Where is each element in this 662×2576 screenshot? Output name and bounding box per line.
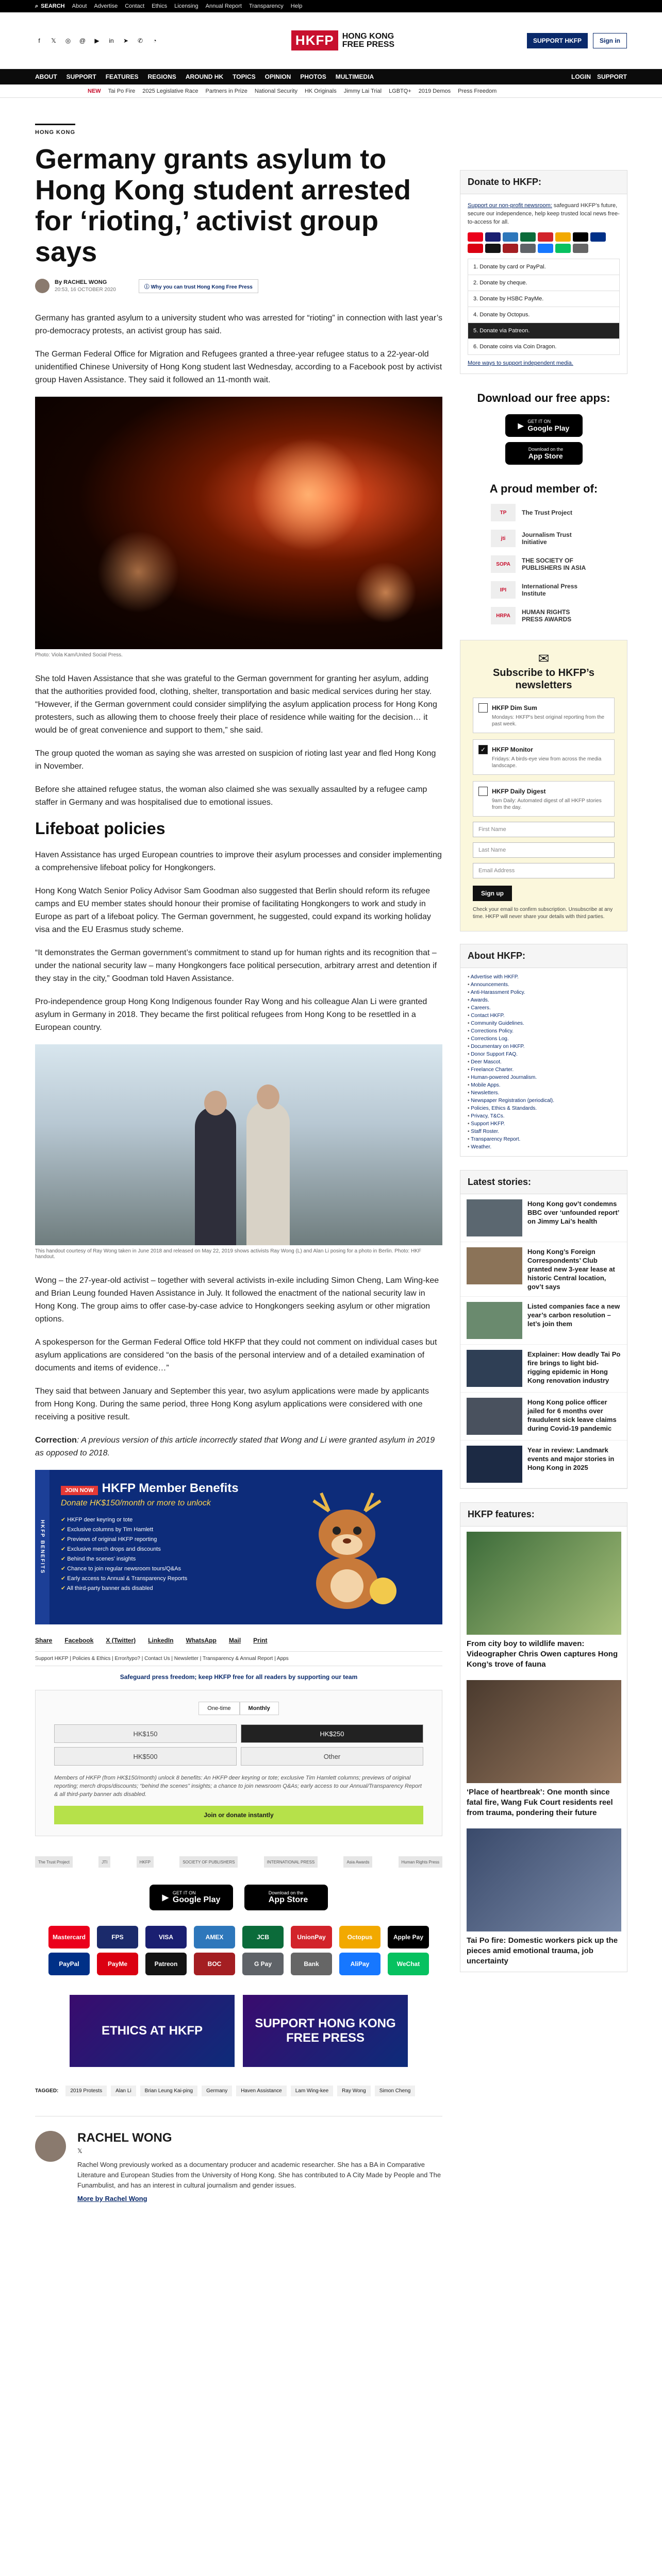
trending-item[interactable]: LGBTQ+ bbox=[389, 88, 411, 94]
util-link-advertise[interactable]: Advertise bbox=[94, 3, 118, 9]
fps-logo[interactable]: FPS bbox=[97, 1926, 138, 1948]
payme-logo[interactable]: PayMe bbox=[97, 1953, 138, 1975]
paragraph: Haven Assistance has urged European countries to improve their asylum processes and consider implementing a comprehensive lifeboat policy for Hongkongers. bbox=[35, 851, 442, 872]
paypal-logo[interactable]: PayPal bbox=[48, 1953, 90, 1975]
asia-awards-logo[interactable]: Asia Awards bbox=[343, 1856, 372, 1868]
about-link[interactable]: • Anti-Harassment Policy. bbox=[468, 989, 620, 996]
checkbox[interactable] bbox=[478, 703, 488, 713]
about-link[interactable]: • Privacy, T&Cs. bbox=[468, 1112, 620, 1120]
instagram-icon[interactable]: ◎ bbox=[65, 37, 71, 44]
member-logos-row bbox=[35, 1855, 442, 1869]
trending-label: NEW bbox=[88, 88, 101, 94]
about-link[interactable]: • Careers. bbox=[468, 1004, 620, 1012]
member-benefits-banner[interactable] bbox=[35, 1470, 442, 1624]
app-store-button[interactable]: Download on the App Store bbox=[244, 1885, 328, 1910]
member-item[interactable]: HRPA HUMAN RIGHTS PRESS AWARDS bbox=[460, 607, 627, 624]
x-icon[interactable]: 𝕏 bbox=[51, 37, 56, 44]
ipi-logo[interactable]: INTERNATIONAL PRESS bbox=[264, 1856, 318, 1868]
amount-option-selected[interactable]: HK$250 bbox=[241, 1724, 423, 1743]
member-item[interactable]: TP The Trust Project bbox=[460, 504, 627, 521]
rss-icon[interactable]: ◔ bbox=[153, 37, 157, 44]
about-link[interactable]: • Deer Mascot. bbox=[468, 1058, 620, 1066]
nav-support[interactable]: SUPPORT bbox=[597, 73, 627, 80]
nav-login[interactable]: LOGIN bbox=[571, 73, 591, 80]
author-bio-name: RACHEL WONG bbox=[77, 2131, 172, 2145]
newsletter-signup bbox=[460, 640, 627, 931]
share-label: Share bbox=[35, 1637, 53, 1644]
sign-in-button[interactable]: Sign in bbox=[593, 33, 627, 48]
paragraph: “It demonstrates the German government’s commitment to stand up for human rights and its recognition that – under the national security law – many Hongkongers face political persecution, arbitrary arrest and detention if they stay in the city,” Goodman told Haven Assistance. bbox=[35, 948, 437, 983]
amount-option-other[interactable]: Other bbox=[241, 1747, 423, 1766]
nav-item-opinion[interactable]: OPINION bbox=[264, 73, 291, 80]
support-links-row[interactable]: Support HKFP | Policies & Ethics | Error/typo? | Contact Us | Newsletter | Transparency & Annual Report | Apps bbox=[35, 1651, 442, 1666]
utility-bar bbox=[0, 0, 662, 12]
logo-mark: HKFP bbox=[291, 30, 338, 50]
facebook-icon[interactable]: f bbox=[38, 37, 40, 44]
paragraph: Hong Kong Watch Senior Policy Advisor Sam Goodman also suggested that Berlin should reform its refugee camps and EU member states should honour their promise of facilitating Hongkongers to work and study in Europe as part of a lifeboat policy. The German government, he suggested, could expand its working holiday visa and the EU Erasmus study scheme. bbox=[35, 887, 431, 934]
logo-text: HONG KONG FREE PRESS bbox=[342, 31, 395, 49]
hrpa-logo[interactable]: Human Rights Press bbox=[399, 1856, 442, 1868]
nav-item-topics[interactable]: TOPICS bbox=[233, 73, 256, 80]
story-item[interactable]: Year in review: Landmark events and major stories in Hong Kong in 2025 bbox=[460, 1440, 627, 1488]
util-link-ethics[interactable]: Ethics bbox=[152, 3, 168, 9]
google-pay-logo[interactable]: G Pay bbox=[242, 1953, 284, 1975]
member-item[interactable]: SOPA THE SOCIETY OF PUBLISHERS IN ASIA bbox=[460, 555, 627, 573]
trust-project-logo[interactable]: The Trust Project bbox=[35, 1856, 73, 1868]
google-play-button[interactable]: ▶ GET IT ON Google Play bbox=[150, 1885, 233, 1910]
paragraph: The group quoted the woman as saying she was arrested on suspicion of rioting last year and fled Hong Kong in November. bbox=[35, 749, 436, 771]
nav-item-support[interactable]: SUPPORT bbox=[66, 73, 96, 80]
photo-caption: This handout courtesy of Ray Wong taken in June 2018 and released on May 22, 2019 shows activists Ray Wong (L) and Alan Li posing for a photo in Berlin. Photo: HKF handout. bbox=[35, 1248, 421, 1260]
more-ways-link[interactable]: More ways to support independent media. bbox=[468, 360, 573, 366]
about-link[interactable]: • Awards. bbox=[468, 996, 620, 1004]
newsletter-option[interactable]: HKFP Dim Sum Mondays: HKFP's best original reporting from the past week. bbox=[473, 698, 615, 733]
whatsapp-icon[interactable]: ✆ bbox=[137, 37, 143, 44]
article-kicker[interactable]: HONG KONG bbox=[35, 124, 75, 135]
promo-title: JOIN NOW HKFP Member Benefits bbox=[61, 1481, 239, 1496]
about-link[interactable]: • Weather. bbox=[468, 1143, 620, 1151]
paragraph: Germany has granted asylum to a university student who was arrested for “rioting” in connection with last year’s pro-democracy protests, an activist group has said. bbox=[35, 314, 442, 335]
promo-strip: HKFP BENEFITS bbox=[35, 1470, 49, 1624]
join-donate-button[interactable]: Join or donate instantly bbox=[54, 1806, 423, 1824]
visa-logo[interactable]: VISA bbox=[145, 1926, 187, 1948]
jti-logo[interactable]: JTI bbox=[98, 1856, 110, 1868]
nav-item-about[interactable]: ABOUT bbox=[35, 73, 57, 80]
article bbox=[35, 124, 442, 2202]
util-link-about[interactable]: About bbox=[72, 3, 87, 9]
donate-method[interactable]: 1. Donate by card or PayPal. bbox=[468, 259, 620, 275]
trust-pill[interactable]: ⓘ Why you can trust Hong Kong Free Press bbox=[139, 279, 258, 293]
share-mail[interactable]: Mail bbox=[228, 1637, 241, 1644]
section-heading: Lifeboat policies bbox=[35, 819, 166, 838]
trending-item[interactable]: Jimmy Lai Trial bbox=[343, 88, 382, 94]
about-link[interactable]: • Mobile Apps. bbox=[468, 1081, 620, 1089]
author-bio-text: Rachel Wong previously worked as a documentary producer and academic researcher. She has a BA in Comparative Literature and European Studies from the University of Hong Kong. She has contributed to A City Made by People and The Funambulist, and has an interest in cultural journalism and gender issues. bbox=[77, 2161, 441, 2189]
safeguard-message[interactable]: Safeguard press freedom; keep HKFP free for all readers by supporting our team bbox=[120, 1673, 358, 1681]
apple-pay-logo[interactable]: Apple Pay bbox=[388, 1926, 429, 1948]
util-link-contact[interactable]: Contact bbox=[125, 3, 145, 9]
article-photo-protest bbox=[35, 397, 442, 649]
masthead bbox=[0, 12, 662, 69]
amount-option[interactable]: HK$500 bbox=[54, 1747, 237, 1766]
tag[interactable]: 2019 Protests bbox=[65, 2086, 107, 2096]
app-buttons bbox=[35, 1885, 442, 1910]
about-link[interactable]: • Community Guidelines. bbox=[468, 1020, 620, 1027]
trending-item[interactable]: HK Originals bbox=[304, 88, 337, 94]
share-facebook[interactable]: Facebook bbox=[64, 1637, 94, 1644]
donate-method[interactable]: 4. Donate by Octopus. bbox=[468, 307, 620, 323]
tags-label: TAGGED: bbox=[35, 2088, 59, 2094]
latest-heading: Latest stories: bbox=[460, 1171, 627, 1194]
boc-logo[interactable]: BOC bbox=[194, 1953, 235, 1975]
feature-item[interactable]: ‘Place of heartbreak’: One month since fatal fire, Wang Fuk Court residents reel from trauma, pondering their future bbox=[460, 1675, 627, 1823]
publish-date: 20:53, 16 OCTOBER 2020 bbox=[55, 287, 116, 293]
donate-method[interactable]: 2. Donate by cheque. bbox=[468, 275, 620, 291]
share-print[interactable]: Print bbox=[253, 1637, 268, 1644]
alipay-logo[interactable]: AliPay bbox=[339, 1953, 380, 1975]
site-logo[interactable] bbox=[291, 30, 394, 50]
more-by-author-link[interactable]: More by Rachel Wong bbox=[77, 2195, 147, 2202]
donate-method[interactable]: 5. Donate via Patreon. bbox=[468, 323, 620, 339]
about-link[interactable]: • Announcements. bbox=[468, 981, 620, 989]
feature-item[interactable]: Tai Po fire: Domestic workers pick up the pieces amid emotional trauma, job uncertainty bbox=[460, 1823, 627, 1972]
promo-ads bbox=[35, 1995, 442, 2067]
nav-item-regions[interactable]: REGIONS bbox=[147, 73, 176, 80]
tag[interactable]: Simon Cheng bbox=[375, 2086, 416, 2096]
tag[interactable]: Ray Wong bbox=[337, 2086, 371, 2096]
share-whatsapp[interactable]: WhatsApp bbox=[186, 1637, 217, 1644]
checkbox-checked[interactable]: ✓ bbox=[478, 745, 488, 754]
util-link-annual-report[interactable]: Annual Report bbox=[205, 3, 242, 9]
about-widget bbox=[460, 944, 627, 1157]
sidebar bbox=[460, 170, 627, 1972]
payment-methods bbox=[35, 1926, 442, 1975]
story-item[interactable]: Hong Kong’s Foreign Correspondents’ Club granted new 3-year lease at historic Central location, gov’t says bbox=[460, 1242, 627, 1297]
about-link[interactable]: • Donor Support FAQ. bbox=[468, 1050, 620, 1058]
tag[interactable]: Lam Wing-kee bbox=[291, 2086, 333, 2096]
nav-item-photos[interactable]: PHOTOS bbox=[300, 73, 326, 80]
info-icon: ⓘ bbox=[144, 284, 151, 290]
play-icon: ▶ bbox=[162, 1893, 169, 1902]
wechat-pay-logo[interactable]: WeChat bbox=[388, 1953, 429, 1975]
amex-logo[interactable]: AMEX bbox=[194, 1926, 235, 1948]
mail-icon: ✉ bbox=[538, 651, 550, 666]
feature-item[interactable]: From city boy to wildlife maven: Videographer Chris Owen captures Hong Kong’s trove of fauna bbox=[460, 1527, 627, 1675]
about-link[interactable]: • Contact HKFP. bbox=[468, 1012, 620, 1020]
social-links bbox=[35, 37, 159, 45]
story-item[interactable]: Hong Kong gov’t condemns BBC over ‘unfounded report’ on Jimmy Lai’s health bbox=[460, 1194, 627, 1242]
unionpay-logo[interactable]: UnionPay bbox=[291, 1926, 332, 1948]
paragraph: She told Haven Assistance that she was grateful to the German government for granting her asylum, adding that the authorities provided food, clothing, shelter, transportation and basic medical services during her stay. “However, if the German government could consider simplifying the asylum application process for Hong Kong protesters, such as allowing them to choose freely their place of residence while waiting for the decision… it would be of great convenience and support to them,” she said. bbox=[35, 674, 437, 735]
promo-benefit-list: ✔ HKFP deer keyring or tote ✔ Exclusive columns by Tim Hamlett ✔ Previews of original HKFP reporting ✔ Exclusive merch drops and discounts ✔ Behind the scenes' insights ✔ Chance to join regular newsroom tours/Q&As ✔ Early access to Annual & Transparency Reports ✔ All third-party banner ads disabled bbox=[61, 1515, 187, 1594]
octopus-logo[interactable]: Octopus bbox=[339, 1926, 380, 1948]
trending-item[interactable]: Tai Po Fire bbox=[108, 88, 136, 94]
share-x[interactable]: X (Twitter) bbox=[106, 1637, 136, 1644]
about-link[interactable]: • Staff Roster. bbox=[468, 1128, 620, 1136]
category-nav bbox=[0, 69, 662, 84]
about-heading: About HKFP: bbox=[460, 944, 627, 968]
tab-monthly[interactable]: Monthly bbox=[240, 1702, 279, 1715]
tag[interactable]: Germany bbox=[202, 2086, 232, 2096]
about-link[interactable]: • Newsletters. bbox=[468, 1089, 620, 1097]
x-icon[interactable]: 𝕏 bbox=[77, 2147, 82, 2155]
about-link[interactable]: • Corrections Log. bbox=[468, 1035, 620, 1043]
nav-item-multimedia[interactable]: MULTIMEDIA bbox=[335, 73, 374, 80]
nav-item-features[interactable]: FEATURES bbox=[105, 73, 139, 80]
deer-mascot-illustration bbox=[293, 1490, 401, 1609]
member-item[interactable]: jti Journalism Trust Initiative bbox=[460, 530, 627, 547]
author-bio bbox=[35, 2116, 442, 2202]
about-link[interactable]: • Support HKFP. bbox=[468, 1120, 620, 1128]
about-link[interactable]: • Policies, Ethics & Standards. bbox=[468, 1105, 620, 1112]
correction-note: Correction: A previous version of this article incorrectly stated that Wong and Li were granted asylum in 2019 as opposed to 2018. bbox=[35, 1436, 435, 1458]
linkedin-icon[interactable]: in bbox=[109, 37, 114, 44]
membership-note: Members of HKFP (from HK$150/month) unlock 8 benefits: An HKFP deer keyring or tote; exclusive Tim Hamlett columns; previews of original reporting; merch drops/discounts; “behind the scenes” insights; a chance to join newsroom Q&As; early access to our Annual/Transparency Report & all third-party banner ads disabled. bbox=[54, 1775, 422, 1798]
tab-one-time[interactable]: One-time bbox=[198, 1702, 239, 1715]
ethics-banner[interactable]: ETHICS AT HKFP bbox=[70, 1995, 235, 2067]
util-link-transparency[interactable]: Transparency bbox=[249, 3, 284, 9]
telegram-icon[interactable]: ➤ bbox=[123, 37, 129, 44]
about-link[interactable]: • Corrections Policy. bbox=[468, 1027, 620, 1035]
bank-logo[interactable]: Bank bbox=[291, 1953, 332, 1975]
nav-item-around-hk[interactable]: AROUND HK bbox=[185, 73, 224, 80]
story-item[interactable]: Listed companies face a new year’s carbon resolution – let’s join them bbox=[460, 1297, 627, 1345]
about-link[interactable]: • Documentary on HKFP. bbox=[468, 1043, 620, 1050]
donate-method[interactable]: 6. Donate coins via Coin Dragon. bbox=[468, 338, 620, 355]
util-link-help[interactable]: Help bbox=[290, 3, 303, 9]
amount-option[interactable]: HK$150 bbox=[54, 1724, 237, 1743]
about-link[interactable]: • Newspaper Registration (periodical). bbox=[468, 1097, 620, 1105]
donate-intro: Support our non-profit newsroom: safeguard HKFP’s future, secure our independence, help keep trusted local news free-to-access for all. bbox=[468, 202, 620, 225]
features-heading: HKFP features: bbox=[460, 1503, 627, 1527]
sign-up-button[interactable]: Sign up bbox=[473, 886, 512, 901]
search-button[interactable]: ⌕ SEARCH bbox=[35, 3, 65, 9]
author-avatar bbox=[35, 279, 49, 293]
tag[interactable]: Alan Li bbox=[111, 2086, 136, 2096]
youtube-icon[interactable]: ▶ bbox=[94, 37, 100, 44]
tag-list bbox=[35, 2086, 442, 2096]
mastercard-logo[interactable]: Mastercard bbox=[48, 1926, 90, 1948]
trending-item[interactable]: 2019 Demos bbox=[418, 88, 451, 94]
support-hkfp-button[interactable]: SUPPORT HKFP bbox=[527, 33, 588, 48]
threads-icon[interactable]: @ bbox=[79, 37, 86, 44]
paragraph: Pro-independence group Hong Kong Indigenous founder Ray Wong and his colleague Alan Li were granted asylum in Germany in 2018. They became the first political refugees from Hong Kong to be resettled in a European country. bbox=[35, 997, 427, 1032]
paragraph: A spokesperson for the German Federal Office told HKFP that they could not comment on individual cases but asylum applications are considered “on the basis of the personal interview and of a detailed examination of documents and items of evidence…” bbox=[35, 1338, 437, 1372]
last-name-field[interactable]: Last Name bbox=[473, 842, 615, 858]
jcb-logo[interactable]: JCB bbox=[242, 1926, 284, 1948]
donate-widget bbox=[460, 170, 627, 374]
byline bbox=[35, 279, 442, 293]
author-avatar-large bbox=[35, 2131, 66, 2162]
donate-heading: Donate to HKFP: bbox=[460, 171, 627, 194]
features-widget bbox=[460, 1502, 627, 1972]
about-link[interactable]: • Freelance Charter. bbox=[468, 1066, 620, 1074]
tag[interactable]: Brian Leung Kai-ping bbox=[140, 2086, 197, 2096]
newsletter-fineprint: Check your email to confirm subscription. Unsubscribe at any time. HKFP will never share your details with third parties. bbox=[473, 907, 613, 920]
support-banner[interactable]: SUPPORT HONG KONG FREE PRESS bbox=[243, 1995, 408, 2067]
sopa-logo[interactable]: SOCIETY OF PUBLISHERS bbox=[179, 1856, 238, 1868]
newsletter-heading: Subscribe to HKFP’s newsletters bbox=[492, 667, 595, 691]
article-photo-berlin bbox=[35, 1044, 442, 1245]
share-bar bbox=[35, 1632, 442, 1649]
author-name[interactable]: By RACHEL WONG bbox=[55, 279, 107, 285]
latest-stories bbox=[460, 1170, 627, 1489]
util-link-licensing[interactable]: Licensing bbox=[174, 3, 198, 9]
promo-subtitle: Donate HK$150/month or more to unlock bbox=[61, 1499, 211, 1507]
paragraph: The German Federal Office for Migration and Refugees granted a three-year refugee status to a 22-year-old unidentified Chinese University of Hong Kong student last Wednesday, according to a Facebook post by activist group Haven Assistance. They said it followed an 11-month wait. bbox=[35, 350, 442, 384]
trending-item[interactable]: National Security bbox=[254, 88, 297, 94]
google-play-button[interactable]: ▶ GET IT ON Google Play bbox=[505, 414, 583, 437]
donate-method[interactable]: 3. Donate by HSBC PayMe. bbox=[468, 291, 620, 307]
trending-item[interactable]: Partners in Prize bbox=[205, 88, 247, 94]
card-logos bbox=[468, 232, 620, 253]
play-icon: ▶ bbox=[518, 421, 524, 430]
search-icon: ⌕ bbox=[35, 3, 39, 9]
email-field[interactable]: Email Address bbox=[473, 863, 615, 878]
paragraph: Wong – the 27-year-old activist – together with several activists in-exile including Simon Cheng, Lam Wing-kee and Brian Leung founded Haven Assistance in July. It followed the enactment of the national security law in Hong Kong. The group aims to offer case-by-case advice to Hongkongers seeking asylum or other migration options. bbox=[35, 1276, 439, 1324]
paragraph: Before she attained refugee status, the woman also claimed she was sexually assaulted by a refugee camp staffer in Germany and was hospitalised due to emotional issues. bbox=[35, 785, 427, 807]
article-title: Germany grants asylum to Hong Kong student arrested for ‘rioting,’ activist group says bbox=[35, 144, 411, 267]
trending-bar bbox=[0, 84, 662, 98]
newsletter-option[interactable]: ✓ HKFP Monitor Fridays: A birds-eye view from across the media landscape. bbox=[473, 739, 615, 775]
member-heading: A proud member of: bbox=[489, 482, 598, 495]
share-linkedin[interactable]: LinkedIn bbox=[148, 1637, 174, 1644]
photo-caption: Photo: Viola Kam/United Social Press. bbox=[35, 652, 123, 658]
about-link[interactable]: • Transparency Report. bbox=[468, 1136, 620, 1143]
app-store-button[interactable]: Download on the App Store bbox=[505, 442, 583, 465]
story-item[interactable]: Explainer: How deadly Tai Po fire brings to light bid-rigging epidemic in Hong Kong renovation industry bbox=[460, 1345, 627, 1393]
member-item[interactable]: IPI International Press Institute bbox=[460, 581, 627, 599]
trending-item[interactable]: 2025 Legislative Race bbox=[142, 88, 198, 94]
newsletter-option[interactable]: HKFP Daily Digest 9am Daily: Automated digest of all HKFP stories from the day. bbox=[473, 781, 615, 817]
donation-form bbox=[35, 1690, 442, 1836]
paragraph: They said that between January and September this year, two asylum applications were made by applicants from Hong Kong. During the same period, three Hong Kong asylum applications were considered with one receiving a positive result. bbox=[35, 1387, 429, 1421]
hkfp-logo[interactable]: HKFP bbox=[137, 1856, 154, 1868]
story-item[interactable]: Hong Kong police officer jailed for 6 months over fraudulent sick leave claims during Covid-19 pandemic bbox=[460, 1393, 627, 1440]
checkbox[interactable] bbox=[478, 787, 488, 796]
trending-item[interactable]: Press Freedom bbox=[458, 88, 497, 94]
first-name-field[interactable]: First Name bbox=[473, 822, 615, 837]
patreon-logo[interactable]: Patreon bbox=[145, 1953, 187, 1975]
apps-heading: Download our free apps: bbox=[477, 392, 610, 404]
about-link[interactable]: • Advertise with HKFP. bbox=[468, 973, 620, 981]
tag[interactable]: Haven Assistance bbox=[236, 2086, 287, 2096]
about-link[interactable]: • Human-powered Journalism. bbox=[468, 1074, 620, 1081]
